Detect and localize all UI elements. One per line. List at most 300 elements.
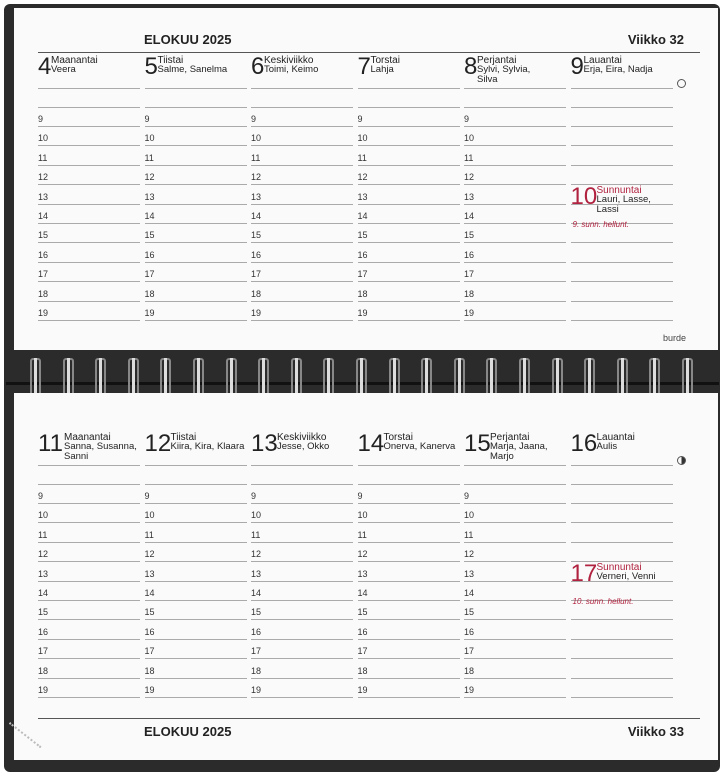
hour-label: 13 — [464, 191, 475, 202]
hour-line[interactable] — [464, 184, 566, 185]
hour-line[interactable] — [38, 581, 140, 582]
hour-label: 10 — [38, 510, 49, 521]
notes-line[interactable] — [145, 484, 247, 485]
hour-label: 17 — [357, 269, 368, 280]
hour-line[interactable] — [571, 619, 673, 620]
hour-line[interactable] — [251, 639, 353, 640]
day-header-rule — [145, 88, 247, 89]
hour-line[interactable] — [358, 678, 460, 679]
hour-label: 18 — [464, 288, 475, 299]
hour-line[interactable] — [464, 619, 566, 620]
notes-line[interactable] — [358, 107, 460, 108]
hour-line[interactable] — [251, 242, 353, 243]
hour-line[interactable] — [464, 126, 566, 127]
hour-label: 19 — [144, 308, 155, 318]
day-name: Sunnuntai — [596, 185, 642, 196]
spiral-ring — [649, 358, 660, 398]
hour-label: 12 — [38, 549, 49, 560]
spiral-ring — [193, 358, 204, 398]
name-day-names: Verneri, Venni — [596, 571, 656, 582]
hour-line[interactable] — [145, 184, 247, 185]
hour-label: 18 — [251, 288, 262, 299]
hour-line[interactable] — [571, 697, 673, 698]
spiral-ring — [356, 358, 367, 398]
hour-label: 13 — [357, 191, 368, 202]
day-header — [571, 54, 673, 86]
brand-logo: burde — [662, 333, 686, 343]
hour-label: 18 — [251, 665, 262, 676]
spiral-ring — [682, 358, 693, 398]
hour-label: 16 — [357, 626, 368, 637]
hour-line[interactable] — [358, 262, 460, 263]
hour-label: 10 — [251, 133, 262, 144]
hour-label: 18 — [144, 288, 155, 299]
notes-line[interactable] — [145, 107, 247, 108]
spiral-ring — [291, 358, 302, 398]
hour-label: 10 — [464, 510, 475, 521]
hour-label: 15 — [144, 607, 155, 618]
hour-line[interactable] — [571, 242, 673, 243]
hour-line[interactable] — [251, 658, 353, 659]
hour-line[interactable] — [145, 301, 247, 302]
week-33-page — [14, 393, 718, 760]
day-header-rule — [38, 465, 140, 466]
hour-label: 12 — [357, 172, 368, 183]
hour-line[interactable] — [464, 165, 566, 166]
notes-line[interactable] — [571, 107, 673, 108]
hour-line[interactable] — [251, 204, 353, 205]
hour-label: 19 — [38, 308, 49, 318]
hour-line[interactable] — [358, 581, 460, 582]
hour-label: 11 — [357, 152, 367, 163]
hour-line[interactable] — [145, 619, 247, 620]
spiral-ring — [486, 358, 497, 398]
hour-label: 15 — [464, 230, 475, 241]
hour-line[interactable] — [358, 126, 460, 127]
hour-line[interactable] — [145, 262, 247, 263]
hour-label: 12 — [144, 172, 155, 183]
hour-line[interactable] — [571, 281, 673, 282]
hour-line[interactable] — [358, 165, 460, 166]
day-header-rule — [571, 465, 673, 466]
day-number: 6 — [251, 53, 265, 80]
hour-label: 11 — [38, 152, 48, 163]
hour-line[interactable] — [571, 165, 673, 166]
day-header-rule — [251, 465, 353, 466]
day-header — [358, 54, 460, 86]
spiral-ring — [323, 358, 334, 398]
hour-label: 14 — [38, 588, 49, 598]
name-day-names: Kiira, Kira, Klaara — [170, 441, 245, 452]
notes-line[interactable] — [464, 484, 566, 485]
hour-line[interactable] — [464, 678, 566, 679]
spiral-ring — [95, 358, 106, 398]
day-number: 10 — [570, 183, 598, 210]
day-number: 17 — [570, 560, 598, 587]
hour-line[interactable] — [464, 639, 566, 640]
hour-label: 15 — [251, 607, 262, 618]
hour-line[interactable] — [358, 281, 460, 282]
hour-label: 11 — [251, 529, 261, 540]
hour-line[interactable] — [145, 639, 247, 640]
hour-line[interactable] — [358, 522, 460, 523]
hour-label: 17 — [357, 646, 368, 657]
hour-line[interactable] — [251, 262, 353, 263]
page-footer — [14, 724, 718, 744]
hour-label: 12 — [38, 172, 49, 183]
day-name: Maanantai — [64, 432, 111, 443]
hour-label: 11 — [144, 152, 154, 163]
hour-line[interactable] — [38, 281, 140, 282]
hour-line[interactable] — [571, 639, 673, 640]
hour-label: 19 — [464, 308, 475, 318]
hour-line[interactable] — [251, 503, 353, 504]
hour-line[interactable] — [145, 581, 247, 582]
day-header — [251, 54, 353, 86]
hour-line[interactable] — [38, 619, 140, 620]
hour-line[interactable] — [38, 600, 140, 601]
hour-line[interactable] — [145, 145, 247, 146]
notes-line[interactable] — [251, 107, 353, 108]
hour-line[interactable] — [38, 542, 140, 543]
spiral-ring — [454, 358, 465, 398]
hour-label: 18 — [464, 665, 475, 676]
hour-line[interactable] — [464, 522, 566, 523]
hour-label: 13 — [144, 191, 155, 202]
hour-line[interactable] — [571, 658, 673, 659]
day-column-7 — [357, 53, 460, 318]
day-name: Maanantai — [51, 55, 98, 66]
hour-line[interactable] — [145, 600, 247, 601]
hour-line[interactable] — [571, 542, 673, 543]
spiral-ring — [519, 358, 530, 398]
hour-line[interactable] — [358, 184, 460, 185]
hour-line[interactable] — [358, 301, 460, 302]
hour-line[interactable] — [145, 165, 247, 166]
hour-line[interactable] — [145, 320, 247, 321]
notes-line[interactable] — [464, 107, 566, 108]
spiral-ring — [552, 358, 563, 398]
hour-line[interactable] — [251, 522, 353, 523]
hour-line[interactable] — [38, 697, 140, 698]
hour-line[interactable] — [464, 658, 566, 659]
hour-line[interactable] — [38, 639, 140, 640]
hour-line[interactable] — [464, 600, 566, 601]
name-day-names: Jesse, Okko — [277, 441, 330, 452]
day-name: Sunnuntai — [596, 562, 642, 573]
hour-label: 16 — [464, 249, 475, 260]
hour-line[interactable] — [145, 522, 247, 523]
day-column-8 — [464, 53, 566, 318]
hour-label: 12 — [251, 549, 262, 560]
hour-line[interactable] — [251, 581, 353, 582]
hour-line[interactable] — [38, 503, 140, 504]
spiral-ring — [63, 358, 74, 398]
hour-label: 13 — [357, 568, 368, 579]
hour-label: 16 — [38, 626, 49, 637]
hour-label: 16 — [144, 626, 155, 637]
hour-label: 14 — [144, 211, 155, 221]
hour-line[interactable] — [571, 503, 673, 504]
hour-line[interactable] — [251, 619, 353, 620]
hour-label: 9 — [251, 491, 257, 501]
hour-line[interactable] — [251, 600, 353, 601]
hour-label: 19 — [144, 685, 155, 695]
hour-line[interactable] — [38, 301, 140, 302]
day-number: 16 — [570, 430, 598, 457]
hour-line[interactable] — [358, 639, 460, 640]
church-calendar-note: 9. sunn. hellunt. — [572, 220, 629, 229]
day-name: Torstai — [370, 55, 400, 66]
hour-line[interactable] — [38, 165, 140, 166]
hour-line[interactable] — [358, 503, 460, 504]
day-header-rule — [38, 88, 140, 89]
hour-line[interactable] — [464, 581, 566, 582]
notes-line[interactable] — [38, 107, 140, 108]
day-column-6 — [251, 53, 353, 318]
hour-label: 9 — [357, 491, 363, 501]
hour-label: 13 — [144, 568, 155, 579]
day-number: 8 — [464, 53, 478, 80]
hour-line[interactable] — [145, 503, 247, 504]
hour-line[interactable] — [358, 145, 460, 146]
hour-label: 14 — [464, 211, 475, 221]
hour-line[interactable] — [358, 561, 460, 562]
hour-line[interactable] — [251, 184, 353, 185]
hour-label: 19 — [357, 308, 368, 318]
day-number: 12 — [144, 430, 172, 457]
hour-line[interactable] — [571, 145, 673, 146]
hour-line[interactable] — [464, 503, 566, 504]
hour-line[interactable] — [38, 184, 140, 185]
day-name: Perjantai — [490, 432, 530, 443]
day-number: 9 — [570, 53, 584, 80]
hour-line[interactable] — [251, 301, 353, 302]
hour-label: 14 — [251, 211, 262, 221]
hour-label: 17 — [144, 269, 155, 280]
day-header-rule — [358, 465, 460, 466]
hour-line[interactable] — [145, 126, 247, 127]
hour-label: 11 — [357, 529, 367, 540]
hour-line[interactable] — [145, 542, 247, 543]
hour-label: 10 — [464, 133, 475, 144]
name-day-names: Onerva, Kanerva — [383, 441, 456, 452]
hour-line[interactable] — [358, 600, 460, 601]
spiral-ring — [128, 358, 139, 398]
hour-line[interactable] — [251, 165, 353, 166]
day-name: Perjantai — [477, 55, 517, 66]
day-header — [38, 54, 140, 86]
hour-line[interactable] — [358, 204, 460, 205]
week-number: Viikko 33 — [627, 724, 684, 739]
hour-line[interactable] — [145, 242, 247, 243]
hour-label: 14 — [357, 211, 368, 221]
hour-label: 14 — [144, 588, 155, 598]
spiral-ring — [421, 358, 432, 398]
hour-label: 16 — [38, 249, 49, 260]
notes-line[interactable] — [571, 484, 673, 485]
day-header-rule — [464, 88, 566, 89]
notes-line[interactable] — [38, 484, 140, 485]
hour-line[interactable] — [251, 223, 353, 224]
hour-line[interactable] — [358, 542, 460, 543]
hour-label: 9 — [464, 114, 470, 124]
hour-line[interactable] — [571, 301, 673, 302]
hour-label: 13 — [251, 191, 262, 202]
hour-label: 15 — [357, 230, 368, 241]
hour-line[interactable] — [571, 320, 673, 321]
hour-label: 18 — [357, 665, 368, 676]
hour-line[interactable] — [464, 223, 566, 224]
hour-label: 11 — [144, 529, 154, 540]
hour-line[interactable] — [358, 658, 460, 659]
hour-label: 11 — [464, 152, 474, 163]
spiral-ring — [389, 358, 400, 398]
hour-label: 19 — [464, 685, 475, 695]
day-name: Torstai — [383, 432, 413, 443]
hour-label: 12 — [464, 549, 475, 560]
hour-line[interactable] — [464, 281, 566, 282]
day-number: 7 — [357, 53, 371, 80]
hour-line[interactable] — [145, 204, 247, 205]
day-header-rule — [464, 465, 566, 466]
hour-line[interactable] — [464, 542, 566, 543]
name-day-names: Erja, Eira, Nadja — [583, 64, 653, 75]
day-column-15 — [464, 430, 566, 695]
day-column-11 — [38, 430, 140, 695]
day-column-5 — [144, 53, 247, 318]
hour-label: 10 — [38, 133, 49, 144]
month-title: ELOKUU 2025 — [144, 32, 232, 47]
day-column-12 — [144, 430, 247, 695]
hour-line[interactable] — [358, 242, 460, 243]
hour-line[interactable] — [251, 678, 353, 679]
hour-label: 14 — [357, 588, 368, 598]
hour-label: 16 — [464, 626, 475, 637]
hour-label: 19 — [38, 685, 49, 695]
day-column-4 — [38, 53, 140, 318]
hour-label: 10 — [144, 510, 155, 521]
hour-label: 14 — [464, 588, 475, 598]
hour-line[interactable] — [358, 223, 460, 224]
spiral-ring — [584, 358, 595, 398]
hour-line[interactable] — [38, 658, 140, 659]
month-title: ELOKUU 2025 — [144, 724, 232, 739]
hour-line[interactable] — [251, 126, 353, 127]
notes-line[interactable] — [251, 484, 353, 485]
notes-line[interactable] — [358, 484, 460, 485]
hour-line[interactable] — [145, 281, 247, 282]
hour-line[interactable] — [38, 126, 140, 127]
hour-label: 10 — [144, 133, 155, 144]
day-name: Lauantai — [596, 432, 635, 443]
hour-line[interactable] — [251, 145, 353, 146]
hour-label: 14 — [251, 588, 262, 598]
hour-label: 13 — [464, 568, 475, 579]
hour-line[interactable] — [251, 320, 353, 321]
hour-line[interactable] — [38, 145, 140, 146]
page-header — [14, 32, 718, 52]
hour-label: 11 — [251, 152, 261, 163]
day-header — [38, 431, 140, 463]
hour-line[interactable] — [358, 697, 460, 698]
hour-line[interactable] — [464, 561, 566, 562]
hour-line[interactable] — [464, 262, 566, 263]
hour-label: 10 — [357, 133, 368, 144]
hour-line[interactable] — [38, 320, 140, 321]
hour-label: 9 — [144, 114, 150, 124]
hour-line[interactable] — [145, 223, 247, 224]
hour-line[interactable] — [464, 204, 566, 205]
day-name: Keskiviikko — [277, 432, 327, 443]
hour-line[interactable] — [464, 320, 566, 321]
hour-label: 16 — [251, 249, 262, 260]
name-day-names: Salme, Sanelma — [157, 64, 228, 75]
hour-line[interactable] — [464, 145, 566, 146]
hour-line[interactable] — [38, 262, 140, 263]
hour-line[interactable] — [145, 658, 247, 659]
hour-line[interactable] — [251, 281, 353, 282]
hour-label: 9 — [357, 114, 363, 124]
hour-label: 19 — [251, 308, 262, 318]
hour-label: 16 — [144, 249, 155, 260]
hour-line[interactable] — [251, 561, 353, 562]
hour-label: 9 — [38, 491, 44, 501]
day-number: 13 — [251, 430, 278, 457]
hour-label: 15 — [38, 607, 49, 618]
day-name: Tiistai — [157, 55, 184, 66]
hour-line[interactable] — [38, 223, 140, 224]
hour-line[interactable] — [571, 126, 673, 127]
hour-line[interactable] — [38, 522, 140, 523]
hour-line[interactable] — [571, 678, 673, 679]
hour-label: 19 — [251, 685, 262, 695]
hour-label: 15 — [38, 230, 49, 241]
hour-line[interactable] — [38, 561, 140, 562]
hour-label: 16 — [251, 626, 262, 637]
hour-line[interactable] — [571, 262, 673, 263]
hour-line[interactable] — [571, 522, 673, 523]
hour-line[interactable] — [358, 619, 460, 620]
hour-line[interactable] — [145, 561, 247, 562]
day-column-16 — [570, 430, 673, 606]
hour-line[interactable] — [464, 242, 566, 243]
hour-label: 13 — [251, 568, 262, 579]
hour-line[interactable] — [38, 678, 140, 679]
hour-line[interactable] — [464, 301, 566, 302]
hour-line[interactable] — [145, 678, 247, 679]
name-day-names: Lahja — [370, 64, 394, 75]
hour-label: 18 — [357, 288, 368, 299]
hour-label: 15 — [464, 607, 475, 618]
hour-label: 10 — [251, 510, 262, 521]
hour-line[interactable] — [145, 697, 247, 698]
hour-line[interactable] — [251, 697, 353, 698]
hour-line[interactable] — [251, 542, 353, 543]
hour-line[interactable] — [38, 204, 140, 205]
day-name: Lauantai — [583, 55, 622, 66]
hour-line[interactable] — [38, 242, 140, 243]
day-header — [464, 54, 566, 86]
church-calendar-note: 10. sunn. hellunt. — [572, 597, 634, 606]
name-day-names: Toimi, Keimo — [264, 64, 319, 75]
name-day-names: Sylvi, Sylvia, Silva — [477, 64, 531, 85]
name-day-names: Sanna, Susanna, Sanni — [64, 441, 137, 462]
hour-line[interactable] — [358, 320, 460, 321]
hour-line[interactable] — [464, 697, 566, 698]
day-column-9 — [570, 53, 673, 229]
day-header — [251, 431, 353, 463]
